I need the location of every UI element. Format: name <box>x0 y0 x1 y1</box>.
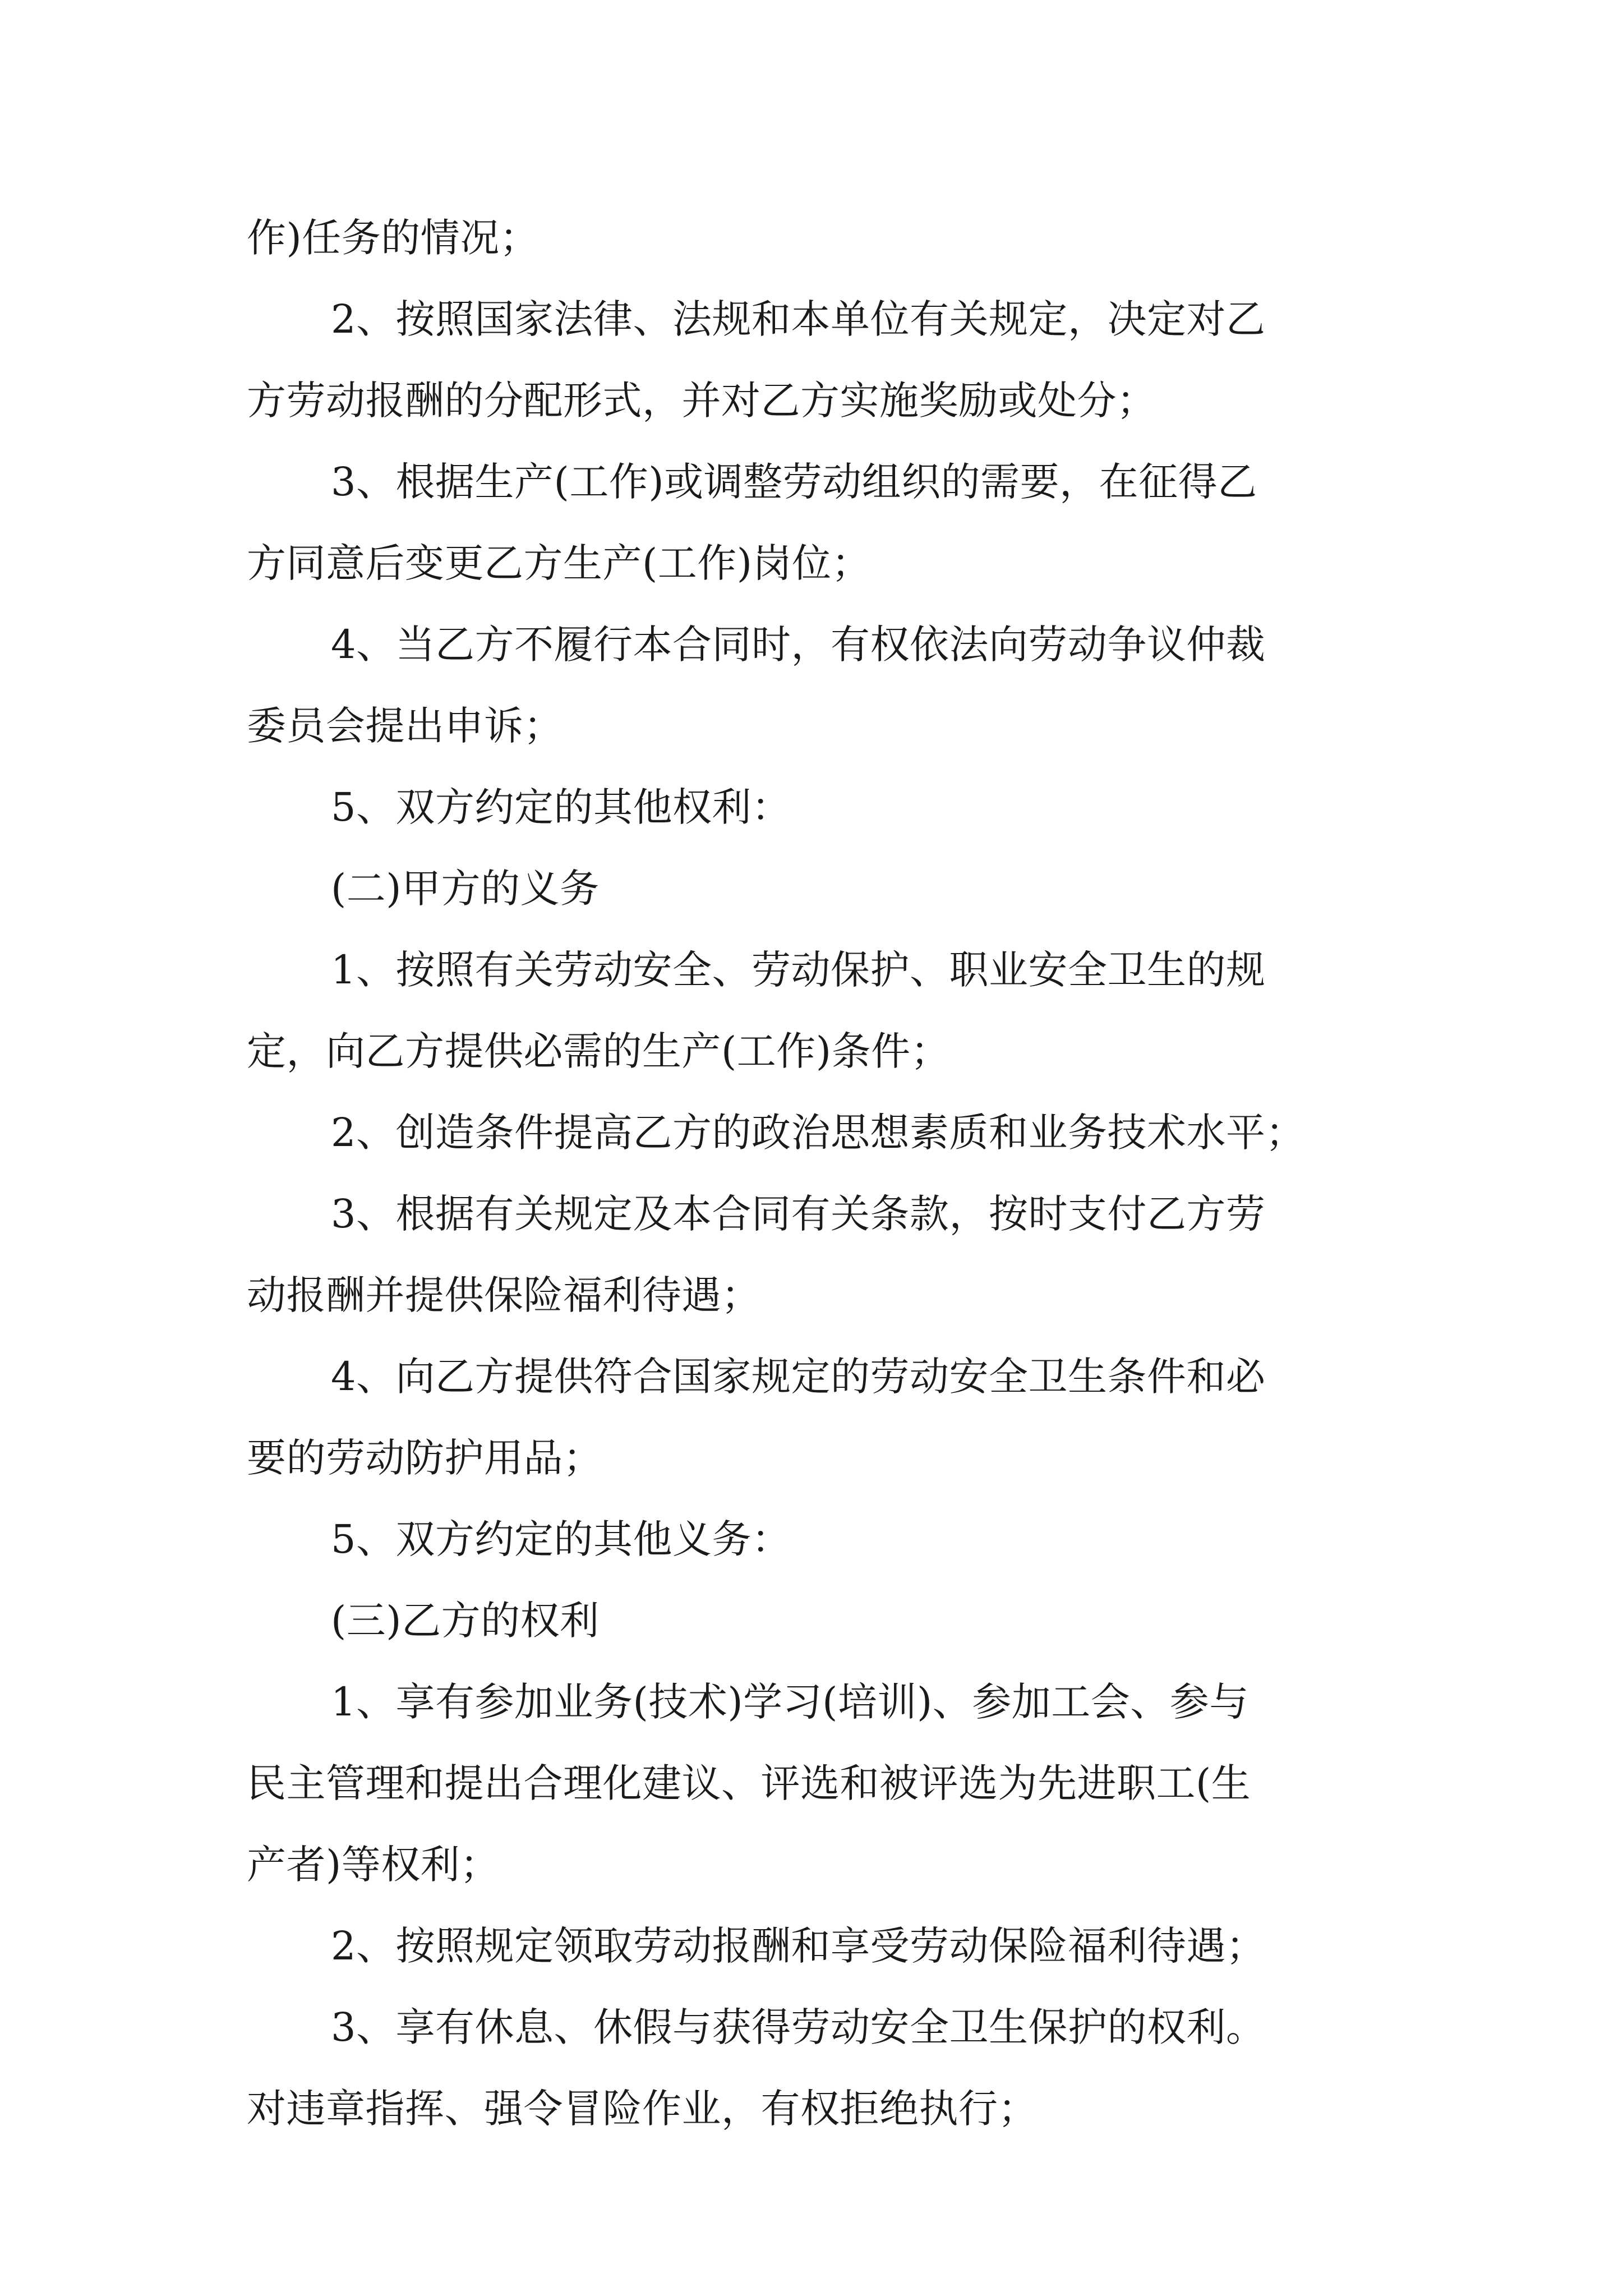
text-line: 5、双方约定的其他权利： <box>331 784 791 830</box>
text-line: 委员会提出申诉； <box>247 703 563 749</box>
section-heading: (三)乙方的权利 <box>331 1598 600 1644</box>
text-line: 3、享有休息、休假与获得劳动安全卫生保护的权利。 <box>331 2004 1266 2050</box>
text-line: 2、按照国家法律、法规和本单位有关规定，决定对乙 <box>331 296 1266 342</box>
text-line: 4、当乙方不履行本合同时，有权依法向劳动争议仲裁 <box>331 622 1266 668</box>
text-line: 2、创造条件提高乙方的政治思想素质和业务技术水平； <box>331 1110 1306 1156</box>
text-line: 对违章指挥、强令冒险作业，有权拒绝执行； <box>247 2086 1038 2132</box>
text-line: 1、按照有关劳动安全、劳动保护、职业安全卫生的规 <box>331 947 1266 993</box>
text-line: 3、根据生产(工作)或调整劳动组织的需要，在征得乙 <box>331 459 1257 505</box>
text-line: 作)任务的情况； <box>247 215 540 261</box>
text-line: 民主管理和提出合理化建议、评选和被评选为先进职工(生 <box>247 1760 1251 1806</box>
text-line: 方劳动报酬的分配形式，并对乙方实施奖励或处分； <box>247 378 1156 424</box>
text-line: 方同意后变更乙方生产(工作)岗位； <box>247 540 872 586</box>
text-line: 4、向乙方提供符合国家规定的劳动安全卫生条件和必 <box>331 1354 1266 1400</box>
text-line: 1、享有参加业务(技术)学习(培训)、参加工会、参与 <box>331 1679 1249 1725</box>
text-line: 要的劳动防护用品； <box>247 1435 603 1481</box>
text-line: 产者)等权利； <box>247 1842 500 1888</box>
text-line: 动报酬并提供保险福利待遇； <box>247 1272 761 1318</box>
text-line: 5、双方约定的其他义务： <box>331 1516 791 1562</box>
text-line: 2、按照规定领取劳动报酬和享受劳动保险福利待遇； <box>331 1923 1266 1969</box>
text-line: 3、根据有关规定及本合同有关条款，按时支付乙方劳 <box>331 1191 1266 1237</box>
text-line: 定，向乙方提供必需的生产(工作)条件； <box>247 1028 951 1074</box>
section-heading: (二)甲方的义务 <box>331 866 600 912</box>
document-body <box>247 197 1385 2150</box>
